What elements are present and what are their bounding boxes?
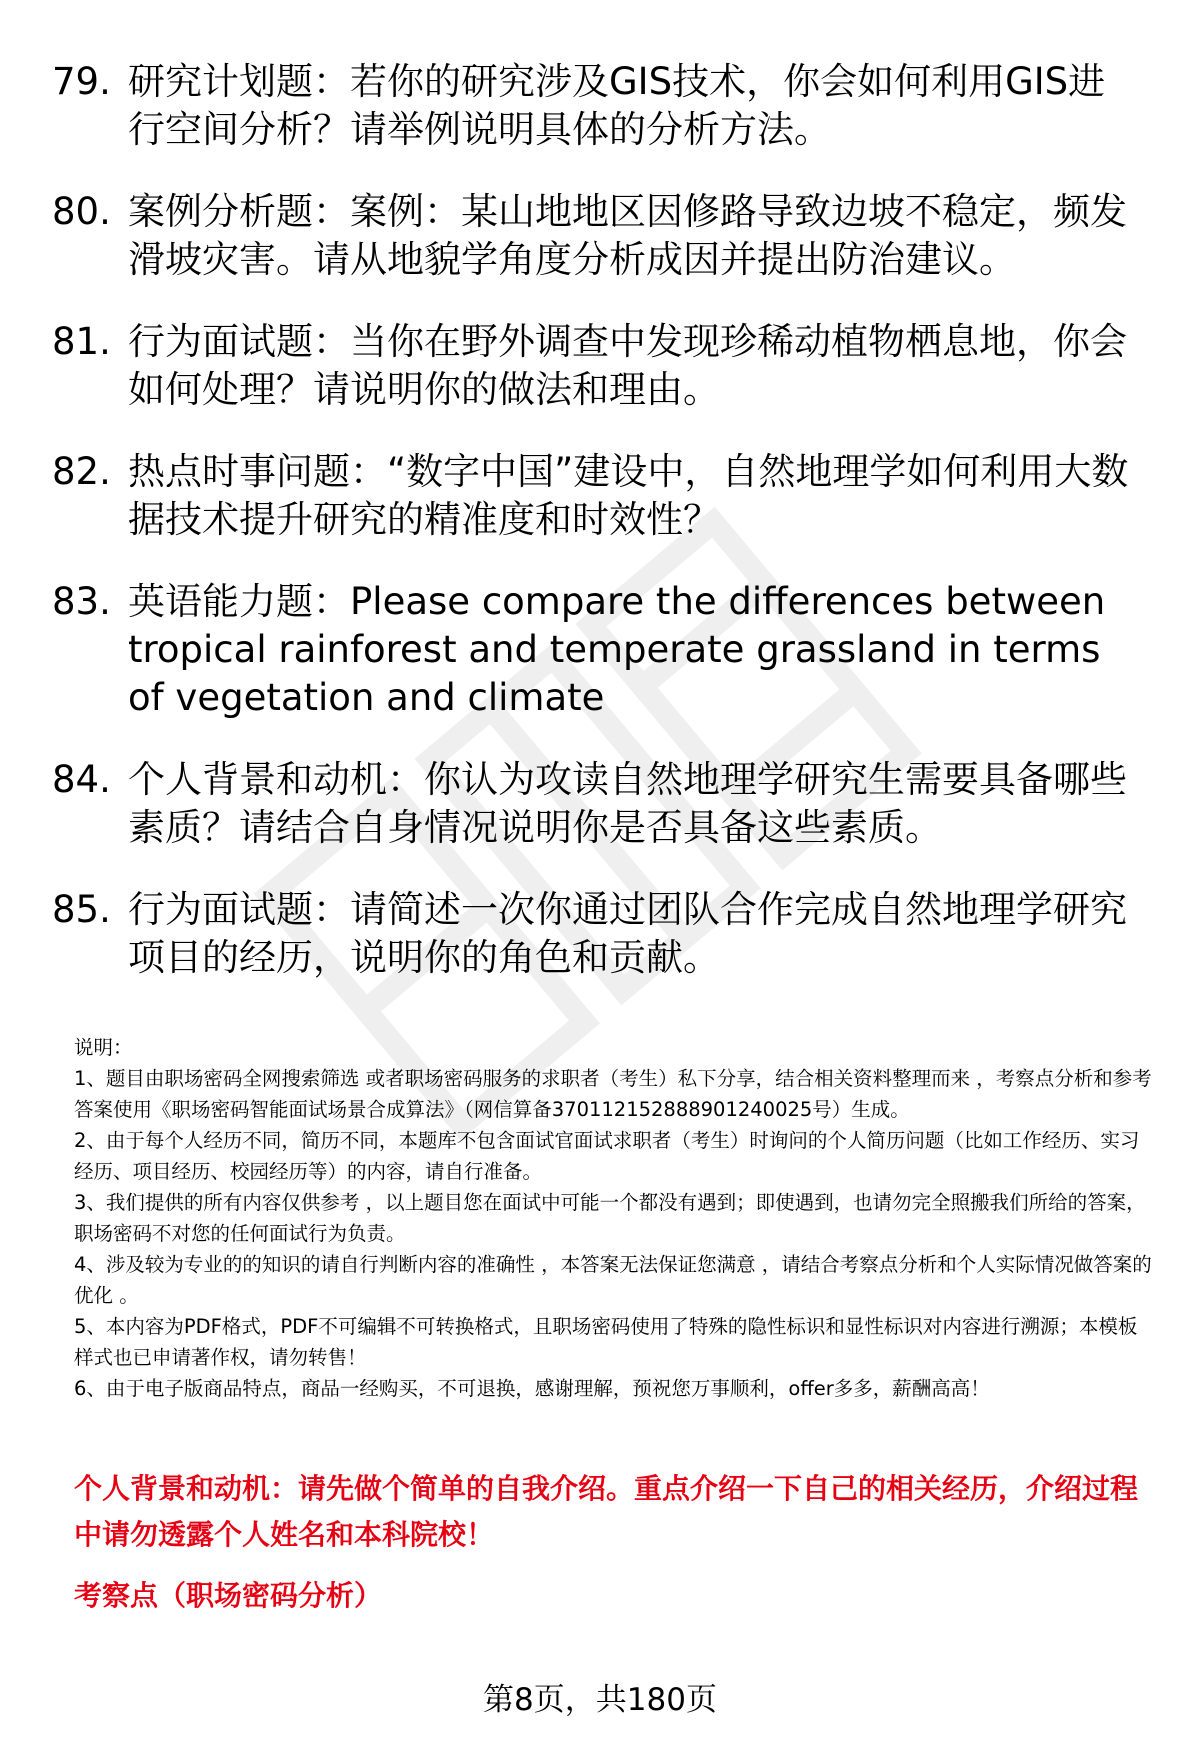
highlight-question: 个人背景和动机：请先做个简单的自我介绍。重点介绍一下自己的相关经历，介绍过程中请勿透露个人姓名和本科院校！ <box>74 1472 1139 1551</box>
question-number: 82. <box>52 450 111 493</box>
note-item: 6、由于电子版商品特点，商品一经购买，不可退换，感谢理解，预祝您万事顺利，offer多多，薪酬高高！ <box>74 1377 990 1400</box>
question-item <box>52 886 1142 982</box>
question-text: 英语能力题：Please compare the differences between tropical rainforest and temperate grassland in terms of vegetation and climate <box>128 580 1106 719</box>
note-item: 1、题目由职场密码全网搜索筛选 或者职场密码服务的求职者（考生）私下分享，结合相关资料整理而来 ，考察点分析和参考答案使用《职场密码智能面试场景合成算法》（网信算备370112152888901240025号）生成。 <box>74 1067 1152 1121</box>
question-number: 80. <box>52 190 111 233</box>
question-item <box>52 578 1142 722</box>
question-item <box>52 756 1142 852</box>
question-text: 案例分析题：案例：某山地地区因修路导致边坡不稳定，频发滑坡灾害。请从地貌学角度分析成因并提出防治建议。 <box>128 190 1127 281</box>
note-item: 2、由于每个人经历不同，简历不同，本题库不包含面试官面试求职者（考生）时询问的个人简历问题（比如工作经历、实习经历、项目经历、校园经历等）的内容，请自行准备。 <box>74 1129 1140 1183</box>
notes-section <box>74 1032 1154 1404</box>
question-number: 84. <box>52 758 111 801</box>
question-item <box>52 448 1142 544</box>
notes-list <box>74 1063 1154 1404</box>
question-text: 研究计划题：若你的研究涉及GIS技术，你会如何利用GIS进行空间分析？请举例说明具体的分析方法。 <box>128 60 1106 151</box>
note-item: 5、本内容为PDF格式，PDF不可编辑不可转换格式，且职场密码使用了特殊的隐性标识和显性标识对内容进行溯源；本模板样式也已申请著作权，请勿转售！ <box>74 1315 1138 1369</box>
question-item <box>52 318 1142 414</box>
question-item <box>52 188 1142 284</box>
note-item: 4、涉及较为专业的的知识的请自行判断内容的准确性 ，本答案无法保证您满意 ，请结合考察点分析和个人实际情况做答案的优化 。 <box>74 1253 1152 1307</box>
question-item <box>52 58 1142 154</box>
question-number: 81. <box>52 320 111 363</box>
question-text: 热点时事问题：“数字中国”建设中，自然地理学如何利用大数据技术提升研究的精准度和时效性？ <box>128 450 1129 541</box>
question-number: 83. <box>52 580 111 623</box>
question-number: 85. <box>52 888 111 931</box>
page-footer: 第8页，共180页 <box>483 1682 717 1718</box>
question-number: 79. <box>52 60 111 103</box>
section-title: 考察点（职场密码分析） <box>74 1579 383 1612</box>
question-text: 个人背景和动机：你认为攻读自然地理学研究生需要具备哪些素质？请结合自身情况说明你是否具备这些素质。 <box>128 758 1127 849</box>
question-list <box>52 58 1142 1016</box>
question-text: 行为面试题：当你在野外调查中发现珍稀动植物栖息地，你会如何处理？请说明你的做法和理由。 <box>128 320 1127 411</box>
notes-title: 说明： <box>74 1036 133 1059</box>
question-text: 行为面试题：请简述一次你通过团队合作完成自然地理学研究项目的经历，说明你的角色和贡献。 <box>128 888 1127 979</box>
note-item: 3、我们提供的所有内容仅供参考 ，以上题目您在面试中可能一个都没有遇到；即使遇到，也请勿完全照搬我们所给的答案，职场密码不对您的任何面试行为负责。 <box>74 1191 1146 1245</box>
